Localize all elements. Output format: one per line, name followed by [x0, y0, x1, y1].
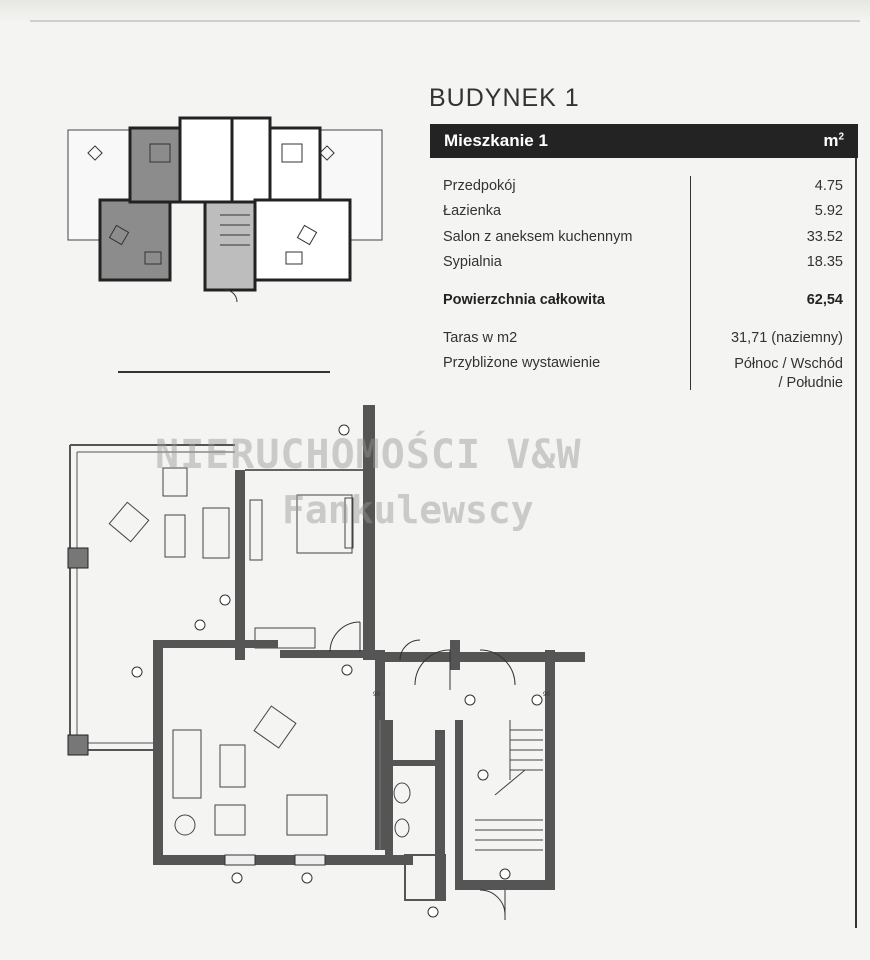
door-size-label: 90: [373, 692, 380, 698]
apartment-floor-plan: [55, 400, 600, 940]
top-rule: [30, 20, 860, 22]
watermark-line2: Fankulewscy: [282, 488, 534, 532]
orientation-value: Północ / Wschód / Południe: [734, 356, 843, 391]
unit-label: $m^2$: [823, 131, 844, 150]
room-row: Łazienka 5.92: [443, 203, 843, 219]
table-header: [430, 124, 858, 158]
apartment-label: Mieszkanie 1: [444, 131, 548, 150]
building-overview-plan: [60, 100, 390, 310]
scan-edge: [0, 0, 870, 22]
overview-underline: [118, 371, 330, 373]
door-size-label: 90: [543, 692, 550, 698]
orientation-label: Przybliżone wystawienie: [443, 355, 601, 371]
total-row: Powierzchnia całkowita 62,54: [443, 292, 843, 308]
watermark-line1: NIERUCHOMOŚCI V&W: [155, 432, 582, 478]
room-row: Przedpokój 4.75: [443, 178, 843, 194]
room-row: Sypialnia 18.35: [443, 254, 843, 270]
building-title: BUDYNEK 1: [429, 84, 580, 112]
terrace-row: Taras w m2 31,71 (naziemny): [443, 330, 843, 346]
page-right-rule: [855, 158, 857, 928]
room-row: Salon z aneksem kuchennym 33.52: [443, 229, 843, 245]
